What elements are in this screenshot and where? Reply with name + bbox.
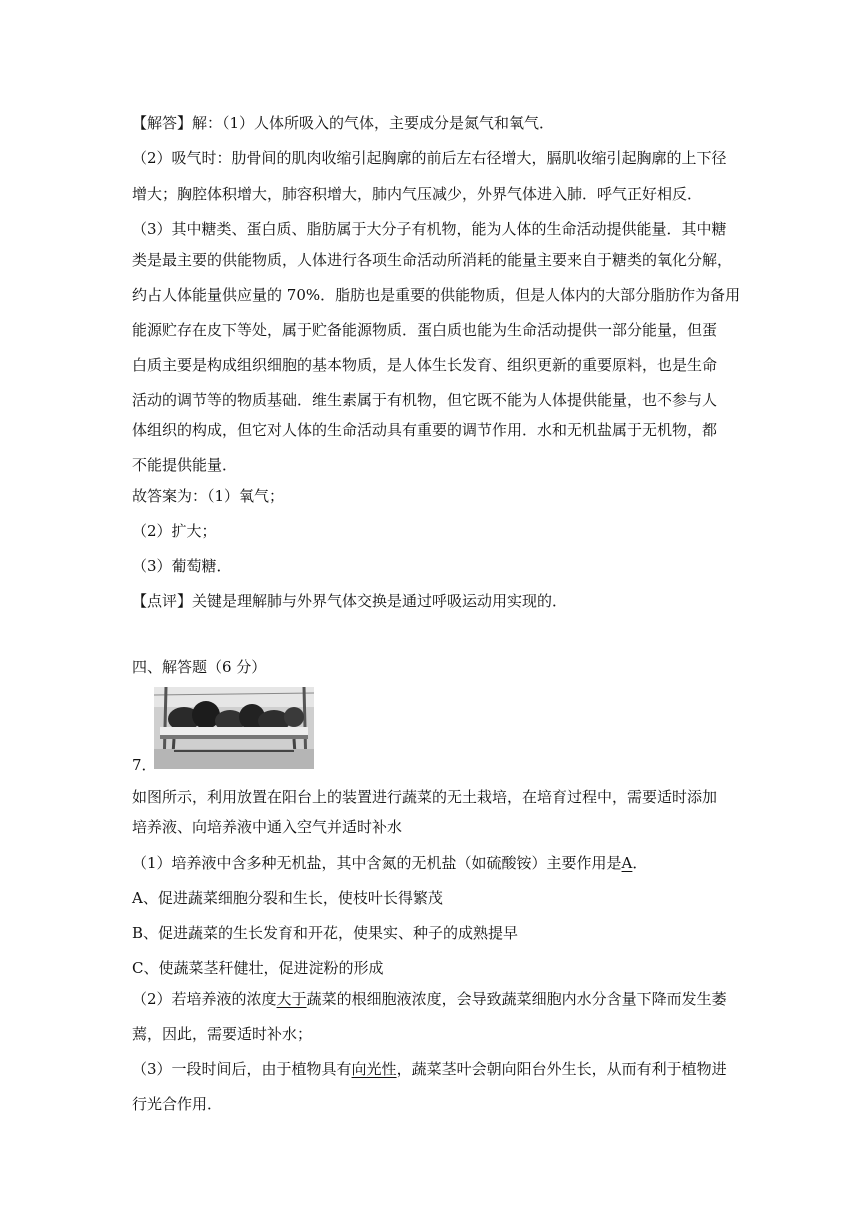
section-title: 四、解答题（6 分） [132,658,267,676]
result-line: （2）扩大； [132,522,217,540]
subquestion-2-text: （2）若培养液的浓度 [132,990,277,1008]
answer-line: 类是最主要的供能物质，人体进行各项生命活动所消耗的能量主要来自于糖类的氧化分解， [132,251,733,269]
subquestion-3-rest: ，蔬菜茎叶会朝向阳台外生长，从而有利于植物进 [396,1060,727,1078]
answer-line: 【解答】解：（1）人体所吸入的气体，主要成分是氮气和氧气． [132,114,555,132]
result-line: （3）葡萄糖． [132,557,232,575]
subquestion-3-cont: 行光合作用． [132,1095,223,1113]
option-b: B、促进蔬菜的生长发育和开花，使果实、种子的成熟提早 [132,924,519,942]
subquestion-3 [132,1059,742,1079]
answer-line: （2）吸气时：肋骨间的肌肉收缩引起胸廓的前后左右径增大，膈肌收缩引起胸廓的上下径 [132,149,727,167]
subquestion-2-cont: 蔫，因此，需要适时补水； [132,1025,313,1043]
question-stem: 如图所示，利用放置在阳台上的装置进行蔬菜的无土栽培，在培育过程中，需要适时添加 [132,788,718,806]
option-a: A、促进蔬菜细胞分裂和生长，使枝叶长得繁茂 [132,889,443,907]
subquestion-3-text: （3）一段时间后，由于植物具有 [132,1060,352,1078]
subquestion-1-text: （1）培养液中含多种无机盐，其中含氮的无机盐（如硫酸铵）主要作用是 [132,854,622,872]
subquestion-1-end: ． [632,854,648,872]
subquestion-2 [132,989,742,1009]
subquestion-3-answer: 向光性 [351,1060,397,1078]
answer-line: 活动的调节等的物质基础．维生素属于有机物，但它既不能为人体提供能量，也不参与人 [132,391,718,409]
answer-line: 白质主要是构成组织细胞的基本物质，是人体生长发育、组织更新的重要原料，也是生命 [132,356,718,374]
answer-line: 增大；胸腔体积增大，肺容积增大，肺内气压减少，外界气体进入肺．呼气正好相反． [132,185,703,203]
subquestion-1 [132,853,742,873]
question-number: 7． [132,756,157,774]
answer-line: （3）其中糖类、蛋白质、脂肪属于大分子有机物，能为人体的生命活动提供能量．其中糖 [132,220,727,238]
question-stem: 培养液、向培养液中通入空气并适时补水 [132,818,403,836]
answer-line: 体组织的构成，但它对人体的生命活动具有重要的调节作用．水和无机盐属于无机物，都 [132,421,718,439]
subquestion-2-answer: 大于 [276,990,307,1008]
option-c: C、使蔬菜茎秆健壮，促进淀粉的形成 [132,959,384,977]
answer-line: 能源贮存在皮下等处，属于贮备能源物质．蛋白质也能为生命活动提供一部分能量，但蛋 [132,321,718,339]
subquestion-1-answer: A [621,854,633,872]
result-line: 故答案为：（1）氧气； [132,487,285,505]
answer-line: 约占人体能量供应量的 70%．脂肪也是重要的供能物质，但是人体内的大部分脂肪作为备用 [132,286,741,304]
comment-line: 【点评】关键是理解肺与外界气体交换是通过呼吸运动用实现的． [132,592,568,610]
answer-line: 不能提供能量． [132,456,238,474]
subquestion-2-rest: 蔬菜的根细胞液浓度，会导致蔬菜细胞内水分含量下降而发生萎 [306,990,727,1008]
